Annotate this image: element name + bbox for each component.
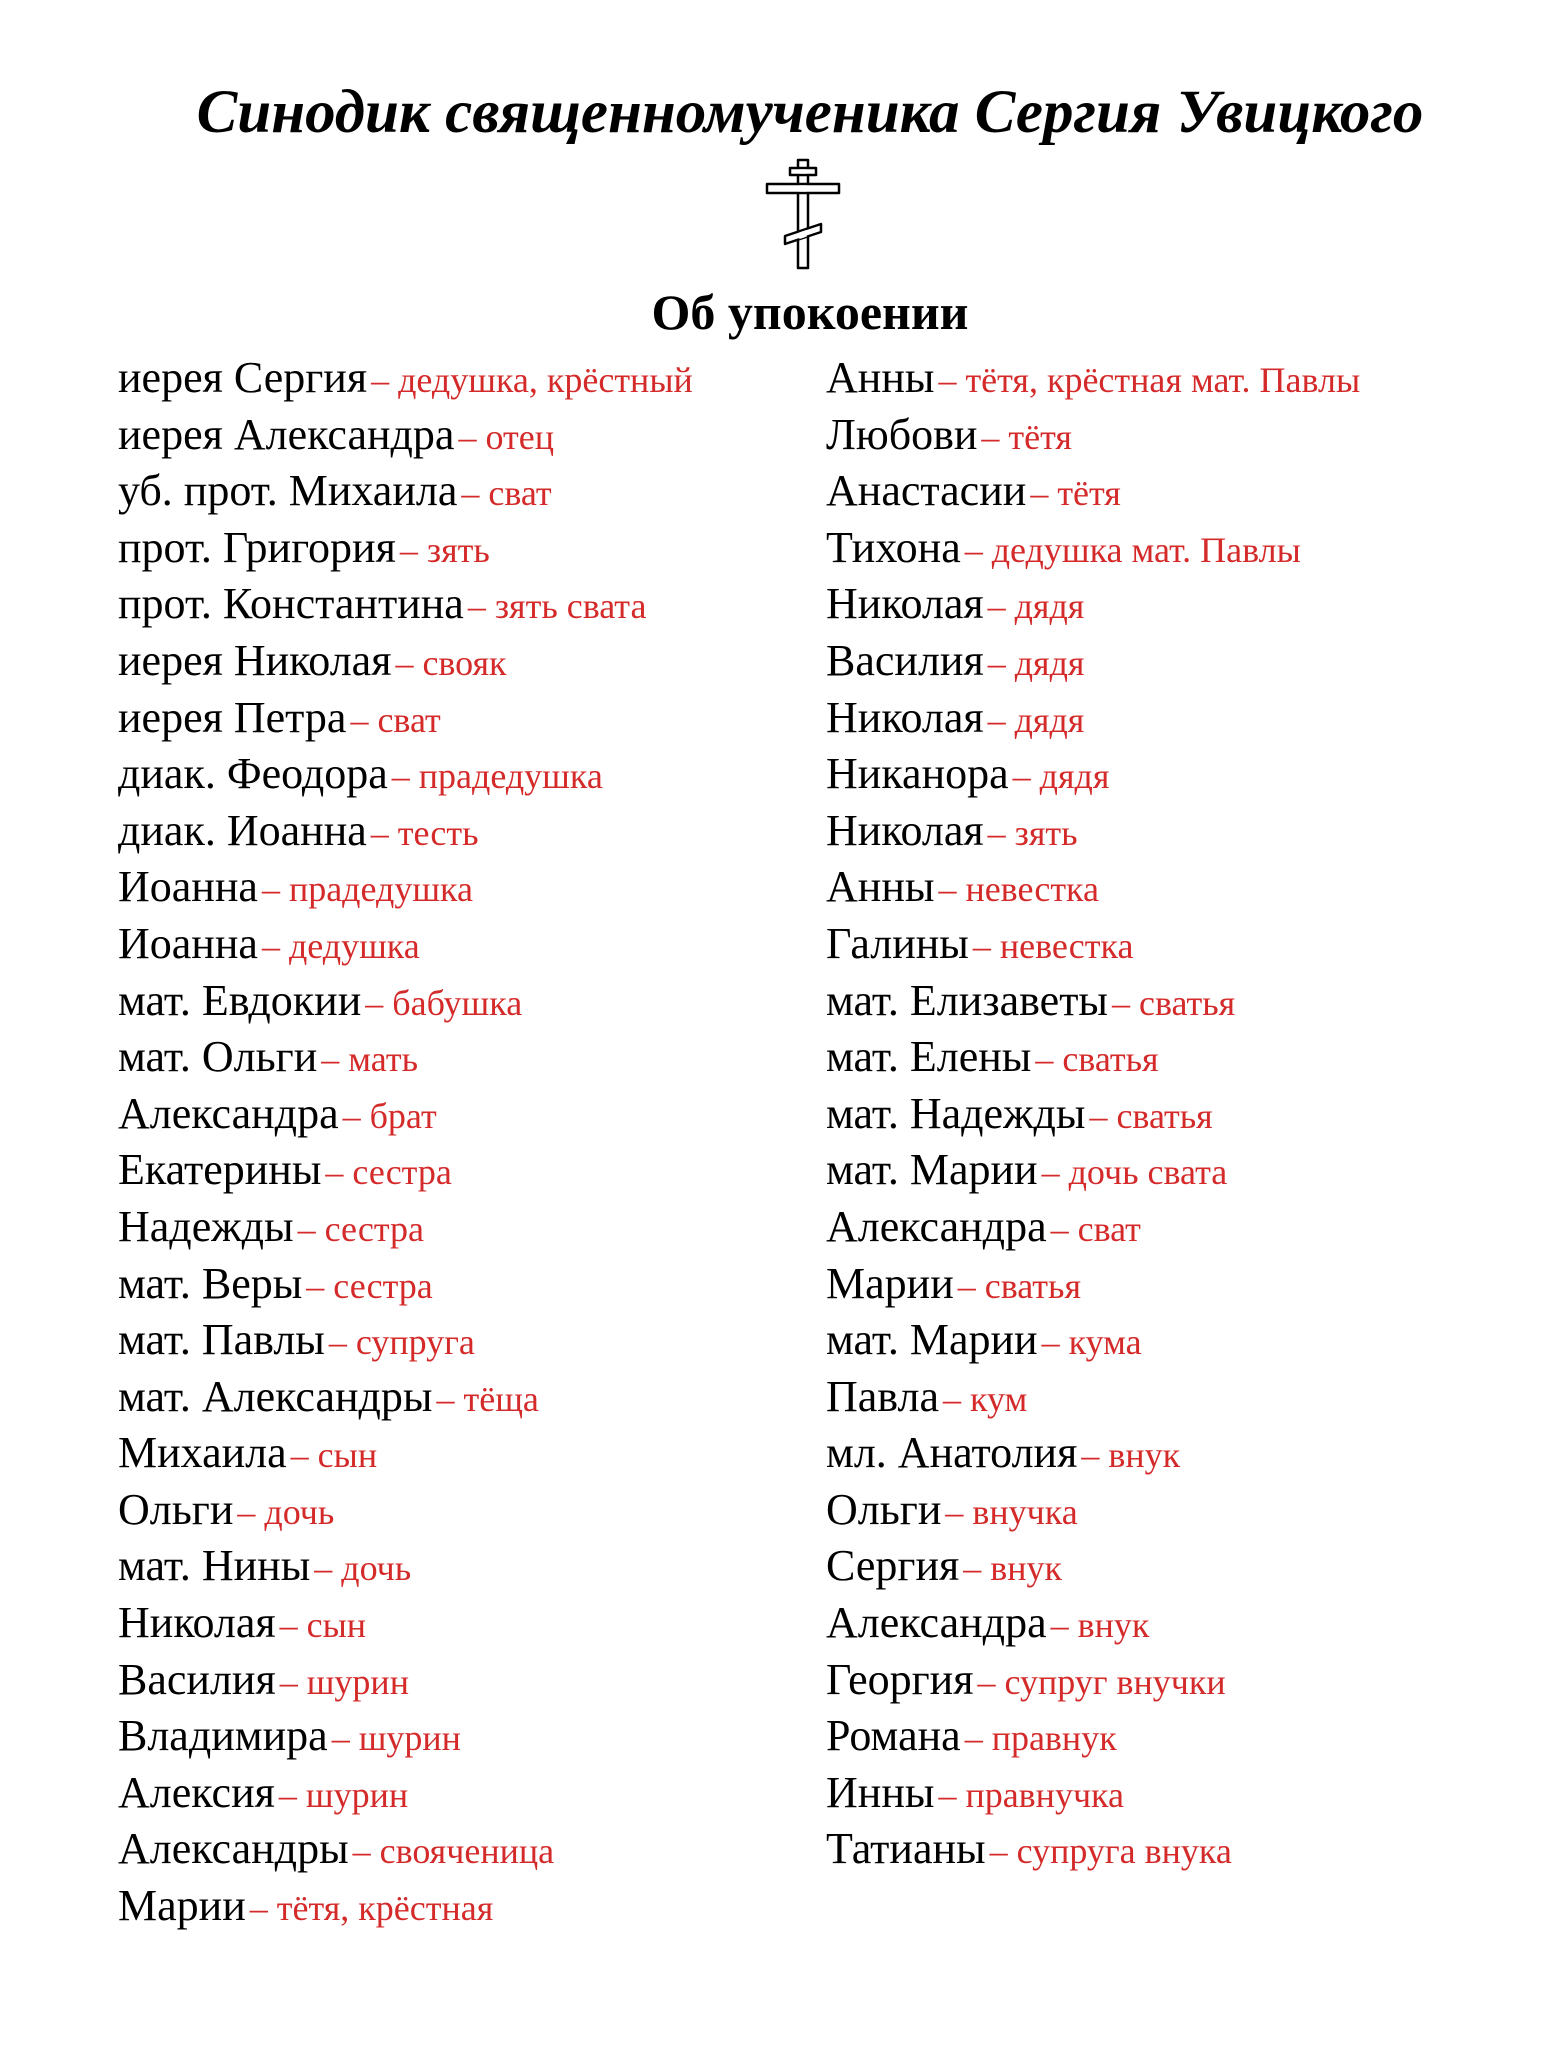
relation-label: – супруг внучки [977,1661,1226,1702]
list-item [826,463,1360,520]
list-item [826,1029,1360,1086]
list-item [118,1765,693,1822]
list-item [826,1765,1360,1822]
list-item [826,633,1360,690]
person-name: Любови [826,409,978,459]
person-name: мат. Марии [826,1145,1038,1195]
relation-label: – кума [1041,1322,1142,1363]
relation-label: – дочь свата [1041,1152,1228,1193]
list-item [826,1312,1360,1369]
list-item [118,520,693,577]
relation-label: – шурин [278,1774,409,1815]
list-item [118,407,693,464]
list-item [826,1595,1360,1652]
list-item [118,690,693,747]
list-item [118,803,693,860]
person-name: Анны [826,353,935,402]
section-heading: Об упокоении [651,284,969,340]
relation-label: – дядя [987,586,1085,627]
relation-label: – прадедушка [261,869,473,910]
relation-label: – дочь [237,1491,335,1532]
relation-label: – внук [963,1548,1063,1589]
person-name: Анастасии [826,466,1027,516]
person-name: мат. Марии [826,1315,1038,1365]
relation-label: – сестра [306,1265,433,1306]
relation-label: – мать [321,1039,418,1080]
relation-label: – сын [279,1605,367,1646]
person-name: диак. Феодора [118,749,388,799]
relation-label: – сын [290,1435,378,1476]
person-name: Николая [826,805,984,855]
relation-label: – сватья [957,1265,1082,1306]
list-item [826,746,1360,803]
person-name: Николая [826,579,984,629]
list-item [118,1256,693,1313]
person-name: мат. Ольги [118,1032,318,1082]
list-item [826,1708,1360,1765]
person-name: Сергия [826,1541,960,1591]
person-name: Надежды [118,1201,294,1251]
person-name: Галины [826,918,969,968]
person-name: Тихона [826,522,961,572]
list-item [118,1142,693,1199]
left-names-column [118,350,693,1935]
person-name: Николая [826,692,984,742]
person-name: Иоанна [118,862,258,912]
relation-label: – дедушка [261,925,420,966]
relation-label: – сват [350,699,441,740]
relation-label: – свояк [395,642,507,683]
list-item [826,803,1360,860]
right-names-column [826,350,1360,1878]
list-item [826,576,1360,633]
list-item [118,1708,693,1765]
person-name: прот. Константина [118,579,464,629]
relation-label: – зять [399,529,490,570]
person-name: иерея Николая [118,635,392,685]
relation-label: – сват [461,473,552,514]
person-name: Василия [826,635,984,685]
list-item [826,690,1360,747]
relation-label: – внук [1050,1605,1150,1646]
relation-label: – тётя [981,416,1072,457]
list-item [118,633,693,690]
relation-label: – правнук [964,1718,1117,1759]
person-name: иерея Сергия [118,353,368,402]
list-item [826,1425,1360,1482]
person-name: мат. Евдокии [118,975,362,1025]
list-item [118,1482,693,1539]
person-name: Александра [118,1088,339,1138]
relation-label: – прадедушка [391,756,603,797]
list-item [826,1369,1360,1426]
person-name: Александра [826,1598,1047,1648]
person-name: Анны [826,862,935,912]
relation-label: – брат [342,1095,437,1136]
person-name: иерея Петра [118,692,347,742]
list-item [118,1199,693,1256]
person-name: Марии [118,1881,246,1931]
list-item [118,1029,693,1086]
person-name: диак. Иоанна [118,805,367,855]
person-name: Никанора [826,749,1009,799]
person-name: прот. Григория [118,522,396,572]
list-item [118,1425,693,1482]
person-name: мат. Павлы [118,1315,325,1365]
person-name: Инны [826,1767,935,1817]
relation-label: – правнучка [938,1774,1124,1815]
list-item [118,1086,693,1143]
relation-label: – дедушка мат. Павлы [964,529,1301,570]
person-name: Ольги [118,1484,234,1534]
list-item [826,916,1360,973]
list-item [118,1538,693,1595]
relation-label: – свояченица [352,1831,555,1872]
relation-label: – тётя, крёстная мат. Павлы [938,360,1361,400]
relation-label: – внук [1081,1435,1181,1476]
relation-label: – невестка [938,869,1099,910]
list-item [826,407,1360,464]
list-item [118,576,693,633]
orthodox-cross-icon [763,158,843,270]
list-item [826,1652,1360,1709]
list-item [826,1538,1360,1595]
person-name: Николая [118,1598,276,1648]
list-item [826,1086,1360,1143]
relation-label: – сватья [1089,1095,1213,1136]
list-item [826,1821,1360,1878]
person-name: уб. прот. Михаила [118,466,458,516]
relation-label: – дядя [987,699,1085,740]
list-item [118,746,693,803]
person-name: мл. Анатолия [826,1428,1078,1478]
relation-label: – тёща [436,1378,539,1419]
person-name: Александры [118,1824,349,1874]
list-item [826,1256,1360,1313]
relation-label: – бабушка [365,982,523,1023]
list-item [826,520,1360,577]
list-item [118,463,693,520]
relation-label: – дедушка, крёстный [371,360,693,400]
person-name: мат. Александры [118,1371,433,1421]
list-item [826,350,1360,407]
list-item [118,1878,693,1935]
list-item [118,1312,693,1369]
relation-label: – тётя, крёстная [249,1888,494,1929]
relation-label: – сват [1050,1208,1141,1249]
document-title: Синодик священномученика Сергия Увицкого [196,79,1424,146]
person-name: мат. Нины [118,1541,311,1591]
person-name: мат. Надежды [826,1088,1086,1138]
person-name: Павла [826,1371,939,1421]
person-name: мат. Елизаветы [826,975,1108,1025]
relation-label: – сватья [1035,1039,1159,1080]
person-name: мат. Елены [826,1032,1032,1082]
list-item [118,1595,693,1652]
relation-label: – невестка [972,925,1134,966]
relation-label: – тётя [1030,473,1121,514]
person-name: Георгия [826,1654,974,1704]
person-name: Марии [826,1258,954,1308]
relation-label: – дочь [314,1548,412,1589]
relation-label: – зять свата [467,586,647,627]
list-item [826,1199,1360,1256]
relation-label: – зять [987,812,1078,853]
relation-label: – супруга внука [989,1831,1232,1872]
list-item [118,1369,693,1426]
list-item [826,1482,1360,1539]
list-item [118,916,693,973]
person-name: Иоанна [118,918,258,968]
relation-label: – сестра [297,1208,424,1249]
list-item [826,973,1360,1030]
list-item [118,350,693,407]
list-item [118,1821,693,1878]
person-name: Александра [826,1201,1047,1251]
person-name: Ольги [826,1484,942,1534]
relation-label: – внучка [945,1491,1078,1532]
relation-label: – кум [943,1378,1028,1419]
list-item [118,1652,693,1709]
relation-label: – шурин [331,1718,461,1759]
person-name: Екатерины [118,1145,322,1195]
person-name: Татианы [826,1824,986,1874]
list-item [826,859,1360,916]
list-item [118,859,693,916]
list-item [826,1142,1360,1199]
person-name: Романа [826,1711,961,1761]
relation-label: – сестра [325,1152,452,1193]
person-name: Алексия [118,1767,275,1817]
relation-label: – супруга [328,1322,475,1363]
relation-label: – тесть [370,812,479,853]
relation-label: – отец [458,416,554,457]
relation-label: – дядя [987,642,1085,683]
person-name: Михаила [118,1428,287,1478]
person-name: Владимира [118,1711,328,1761]
relation-label: – сватья [1111,982,1236,1023]
person-name: иерея Александра [118,409,455,459]
list-item [118,973,693,1030]
person-name: мат. Веры [118,1258,303,1308]
relation-label: – дядя [1012,756,1110,797]
relation-label: – шурин [279,1661,409,1702]
person-name: Василия [118,1654,276,1704]
